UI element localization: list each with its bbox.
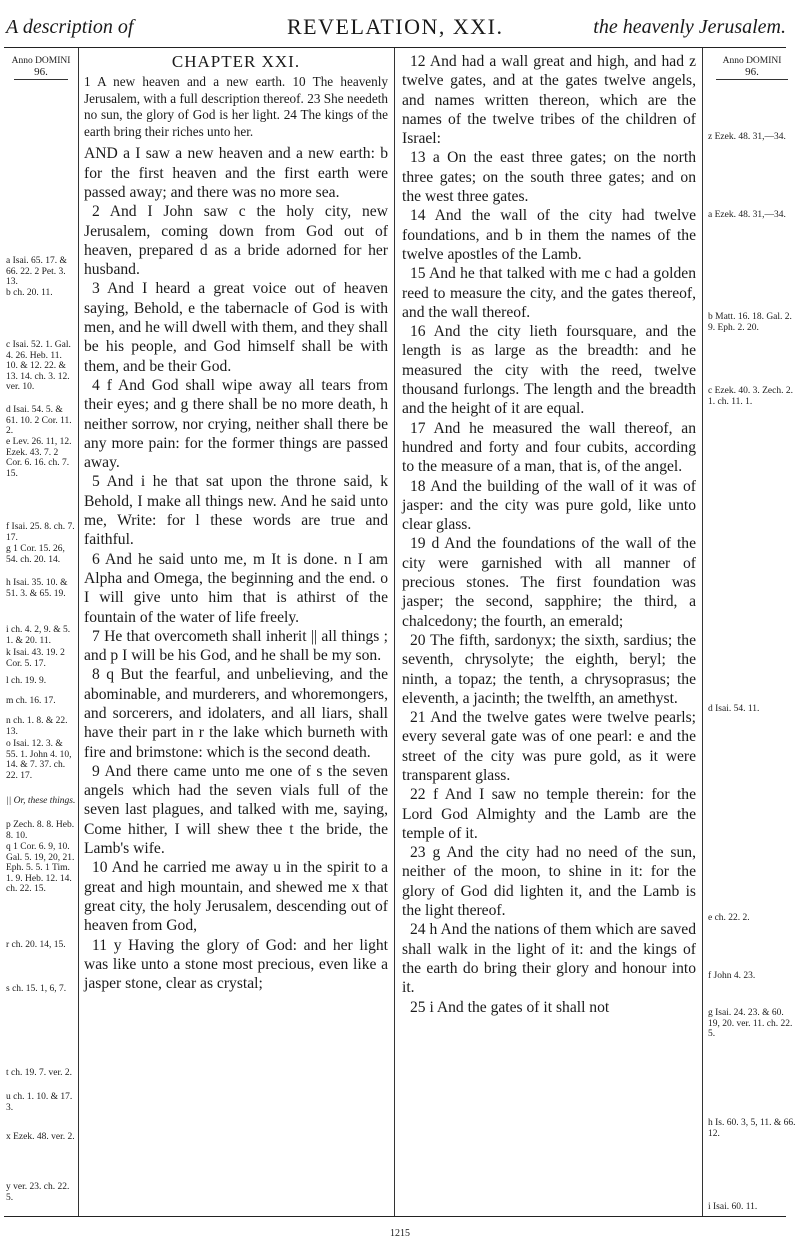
margin-note: r ch. 20. 14, 15. [6,940,66,950]
margin-note: b ch. 20. 11. [6,288,53,298]
header-rule [4,47,786,48]
verse: 9 And there came unto me one of s the seven angels which had the seven vials full of the seven last plagues, and talked with me, saying, Come hither, I will shew thee t the bride, the Lamb's wife. [84,762,388,858]
margin-note: a Ezek. 48. 31,—34. [708,210,786,220]
page-number: 1215 [390,1228,410,1239]
margin-note: f Isai. 25. 8. ch. 7. 17. [6,522,75,543]
margin-note: d Isai. 54. 11. [708,704,760,714]
verse: 14 And the wall of the city had twelve foundations, and b in them the names of the twelve apostles of the Lamb. [402,207,696,263]
running-head-title: REVELATION, XXI. [287,14,504,39]
margin-note: d Isai. 54. 5. & 61. 10. 2 Cor. 11. 2. [6,405,72,436]
verse: 21 And the twelve gates were twelve pearls; every several gate was of one pearl: e and the street of the city was pure gold, as it were transparent glass. [402,709,696,784]
verse: 3 And I heard a great voice out of heaven saying, Behold, e the tabernacle of God is with men, and he will dwell with them, and they shall be his people, and God himself shall be with them, and be their God. [84,280,388,375]
margin-note: y ver. 23. ch. 22. 5. [6,1182,70,1203]
verse: 6 And he said unto me, m It is done. n I am Alpha and Omega, the beginning and the end. o I will give unto him that is athirst of the fountain of the water of life freely. [84,550,388,626]
column-rule [394,48,395,1216]
margin-note: n ch. 1. 8. & 22. 13. [6,716,68,737]
verse: 23 g And the city had no need of the sun, neither of the moon, to shine in it: for the glory of God did lighten it, and the Lamb is the light thereof. [402,844,696,920]
margin-note: h Isai. 35. 10. & 51. 3. & 65. 19. [6,578,68,599]
margin-note: c Ezek. 40. 3. Zech. 2. 1. ch. 11. 1. [708,386,793,407]
margin-note: k Isai. 43. 19. 2 Cor. 5. 17. [6,648,65,669]
verse: 15 And he that talked with me c had a golden reed to measure the city, and the gates thereof, and the wall thereof. [402,265,696,321]
verse: 25 i And the gates of it shall not [410,998,610,1016]
margin-note: i ch. 4. 2, 9. & 5. 1. & 20. 11. [6,625,71,646]
verse: 4 f And God shall wipe away all tears from their eyes; and g there shall be no more death, h neither sorrow, nor crying, neither shall there be any more pain: for the former things are passed away. [84,376,388,472]
verse: AND a I saw a new heaven and a new earth: b for the first heaven and the first earth were passed away; and there was no more sea. [84,145,388,201]
margin-note: z Ezek. 48. 31,—34. [708,132,786,142]
verse: 5 And i he that sat upon the throne said, k Behold, I make all things new. And he said unto me, Write: for l these words are true and faithful. [84,473,388,549]
margin-note: c Isai. 52. 1. Gal. 4. 26. Heb. 11. 10. & 12. 22. & 13. 14. ch. 3. 12. ver. 10. [6,340,71,392]
margin-note: q 1 Cor. 6. 9, 10. Gal. 5. 19, 20, 21. Eph. 5. 5. 1 Tim. 1. 9. Heb. 12. 14. ch. 22. 15. [6,842,75,894]
margin-note: g 1 Cor. 15. 26, 54. ch. 20. 14. [6,544,65,565]
margin-note: p Zech. 8. 8. Heb. 8. 10. [6,820,75,841]
verse: 7 He that overcometh shall inherit || all things ; and p I will be his God, and he shall be my son. [84,627,388,665]
chapter-title: CHAPTER XXI. [171,52,301,71]
margin-note: u ch. 1. 10. & 17. 3. [6,1092,73,1113]
chapter-summary: 1 A new heaven and a new earth. 10 The heavenly Jerusalem, with a full description thereof. 23 She needeth no sun, the glory of God is her light. 24 The kings of the earth bring their riches unto her. [84,74,388,139]
margin-note: f John 4. 23. [708,971,756,981]
margin-note: g Isai. 24. 23. & 60. 19, 20. ver. 11. ch. 22. 5. [708,1008,793,1039]
left-margin-notes [6,56,76,1216]
margin-note: x Ezek. 48. ver. 2. [6,1132,75,1142]
anno-domini-left: Anno DOMINI 96. [11,56,71,78]
verse: 17 And he measured the wall thereof, an hundred and forty and four cubits, according to the measure of a man, that is, of the angel. [402,419,696,476]
left-margin-rule [78,48,79,1216]
verse: 2 And I John saw c the holy city, new Jerusalem, coming down from God out of heaven, prepared d as a bride adorned for her husband. [84,203,388,279]
margin-note: b Matt. 16. 18. Gal. 2. 9. Eph. 2. 20. [708,312,792,333]
verse: 16 And the city lieth foursquare, and the length is as large as the breadth: and he measured the city with the reed, twelve thousand furlongs. The length and the breadth and the height of it are equal. [402,323,696,418]
verse: 20 The fifth, sardonyx; the sixth, sardius; the seventh, chrysolyte; the eighth, beryl; the ninth, a topaz; the tenth, a chrysoprasus; the eleventh, a jacinth; the twelfth, an amethyst. [402,631,696,707]
left-column [84,52,388,993]
margin-note: e Lev. 26. 11, 12. Ezek. 43. 7. 2 Cor. 6. 16. ch. 7. 15. [6,437,72,479]
margin-note: i Isai. 60. 11. [708,1202,758,1212]
running-head-right: the heavenly Jerusalem. [593,16,786,38]
margin-note: || Or, these things. [6,796,76,806]
margin-note: s ch. 15. 1, 6, 7. [6,984,67,994]
verse: 8 q But the fearful, and unbelieving, and the abominable, and murderers, and whoremongers, and sorcerers, and idolaters, and all liars, shall have their part in r the lake which burneth with fire and brimstone: which is the second death. [84,666,388,761]
margin-note: t ch. 19. 7. ver. 2. [6,1068,72,1078]
verse: 12 And had a wall great and high, and had z twelve gates, and at the gates twelve angels, and names written thereon, which are the names of the twelve tribes of the children of Israel: [402,53,696,148]
margin-note: l ch. 19. 9. [6,676,47,686]
footer-rule [4,1216,786,1217]
verse: 18 And the building of the wall of it was of jasper: and the city was pure gold, like unto clear glass. [402,477,696,534]
running-head-left: A description of [6,16,134,38]
verse: 10 And he carried me away u in the spirit to a great and high mountain, and shewed me x that great city, the holy Jerusalem, descending out of heaven from God, [84,859,388,935]
verse: 13 a On the east three gates; on the north three gates; on the south three gates; and on the west three gates. [402,149,696,206]
margin-note: a Isai. 65. 17. & 66. 22. 2 Pet. 3. 13. [6,256,67,287]
margin-note: o Isai. 12. 3. & 55. 1. John 4. 10, 14. & 7. 37. ch. 22. 17. [6,739,72,781]
margin-note: m ch. 16. 17. [6,696,56,706]
verse: 24 h And the nations of them which are saved shall walk in the light of it: and the kings of the earth do bring their glory and honour into it. [402,921,696,997]
verse: 22 f And I saw no temple therein: for the Lord God Almighty and the Lamb are the temple of it. [402,786,696,842]
running-head [4,14,786,46]
verse: 19 d And the foundations of the wall of the city were garnished with all manner of precious stones. The first foundation was jasper; the second, sapphire; the third, a chalcedony; the fourth, an emerald; [402,535,696,630]
right-margin-rule [702,48,703,1216]
verse: 11 y Having the glory of God: and her light was like unto a stone most precious, even like a jasper stone, clear as crystal; [84,936,388,993]
margin-note: h Is. 60. 3, 5, 11. & 66. 12. [708,1118,796,1139]
anno-domini-right: Anno DOMINI 96. [708,56,796,80]
right-margin-notes [708,56,796,1216]
right-column [402,52,696,1017]
margin-note: e ch. 22. 2. [708,913,750,923]
